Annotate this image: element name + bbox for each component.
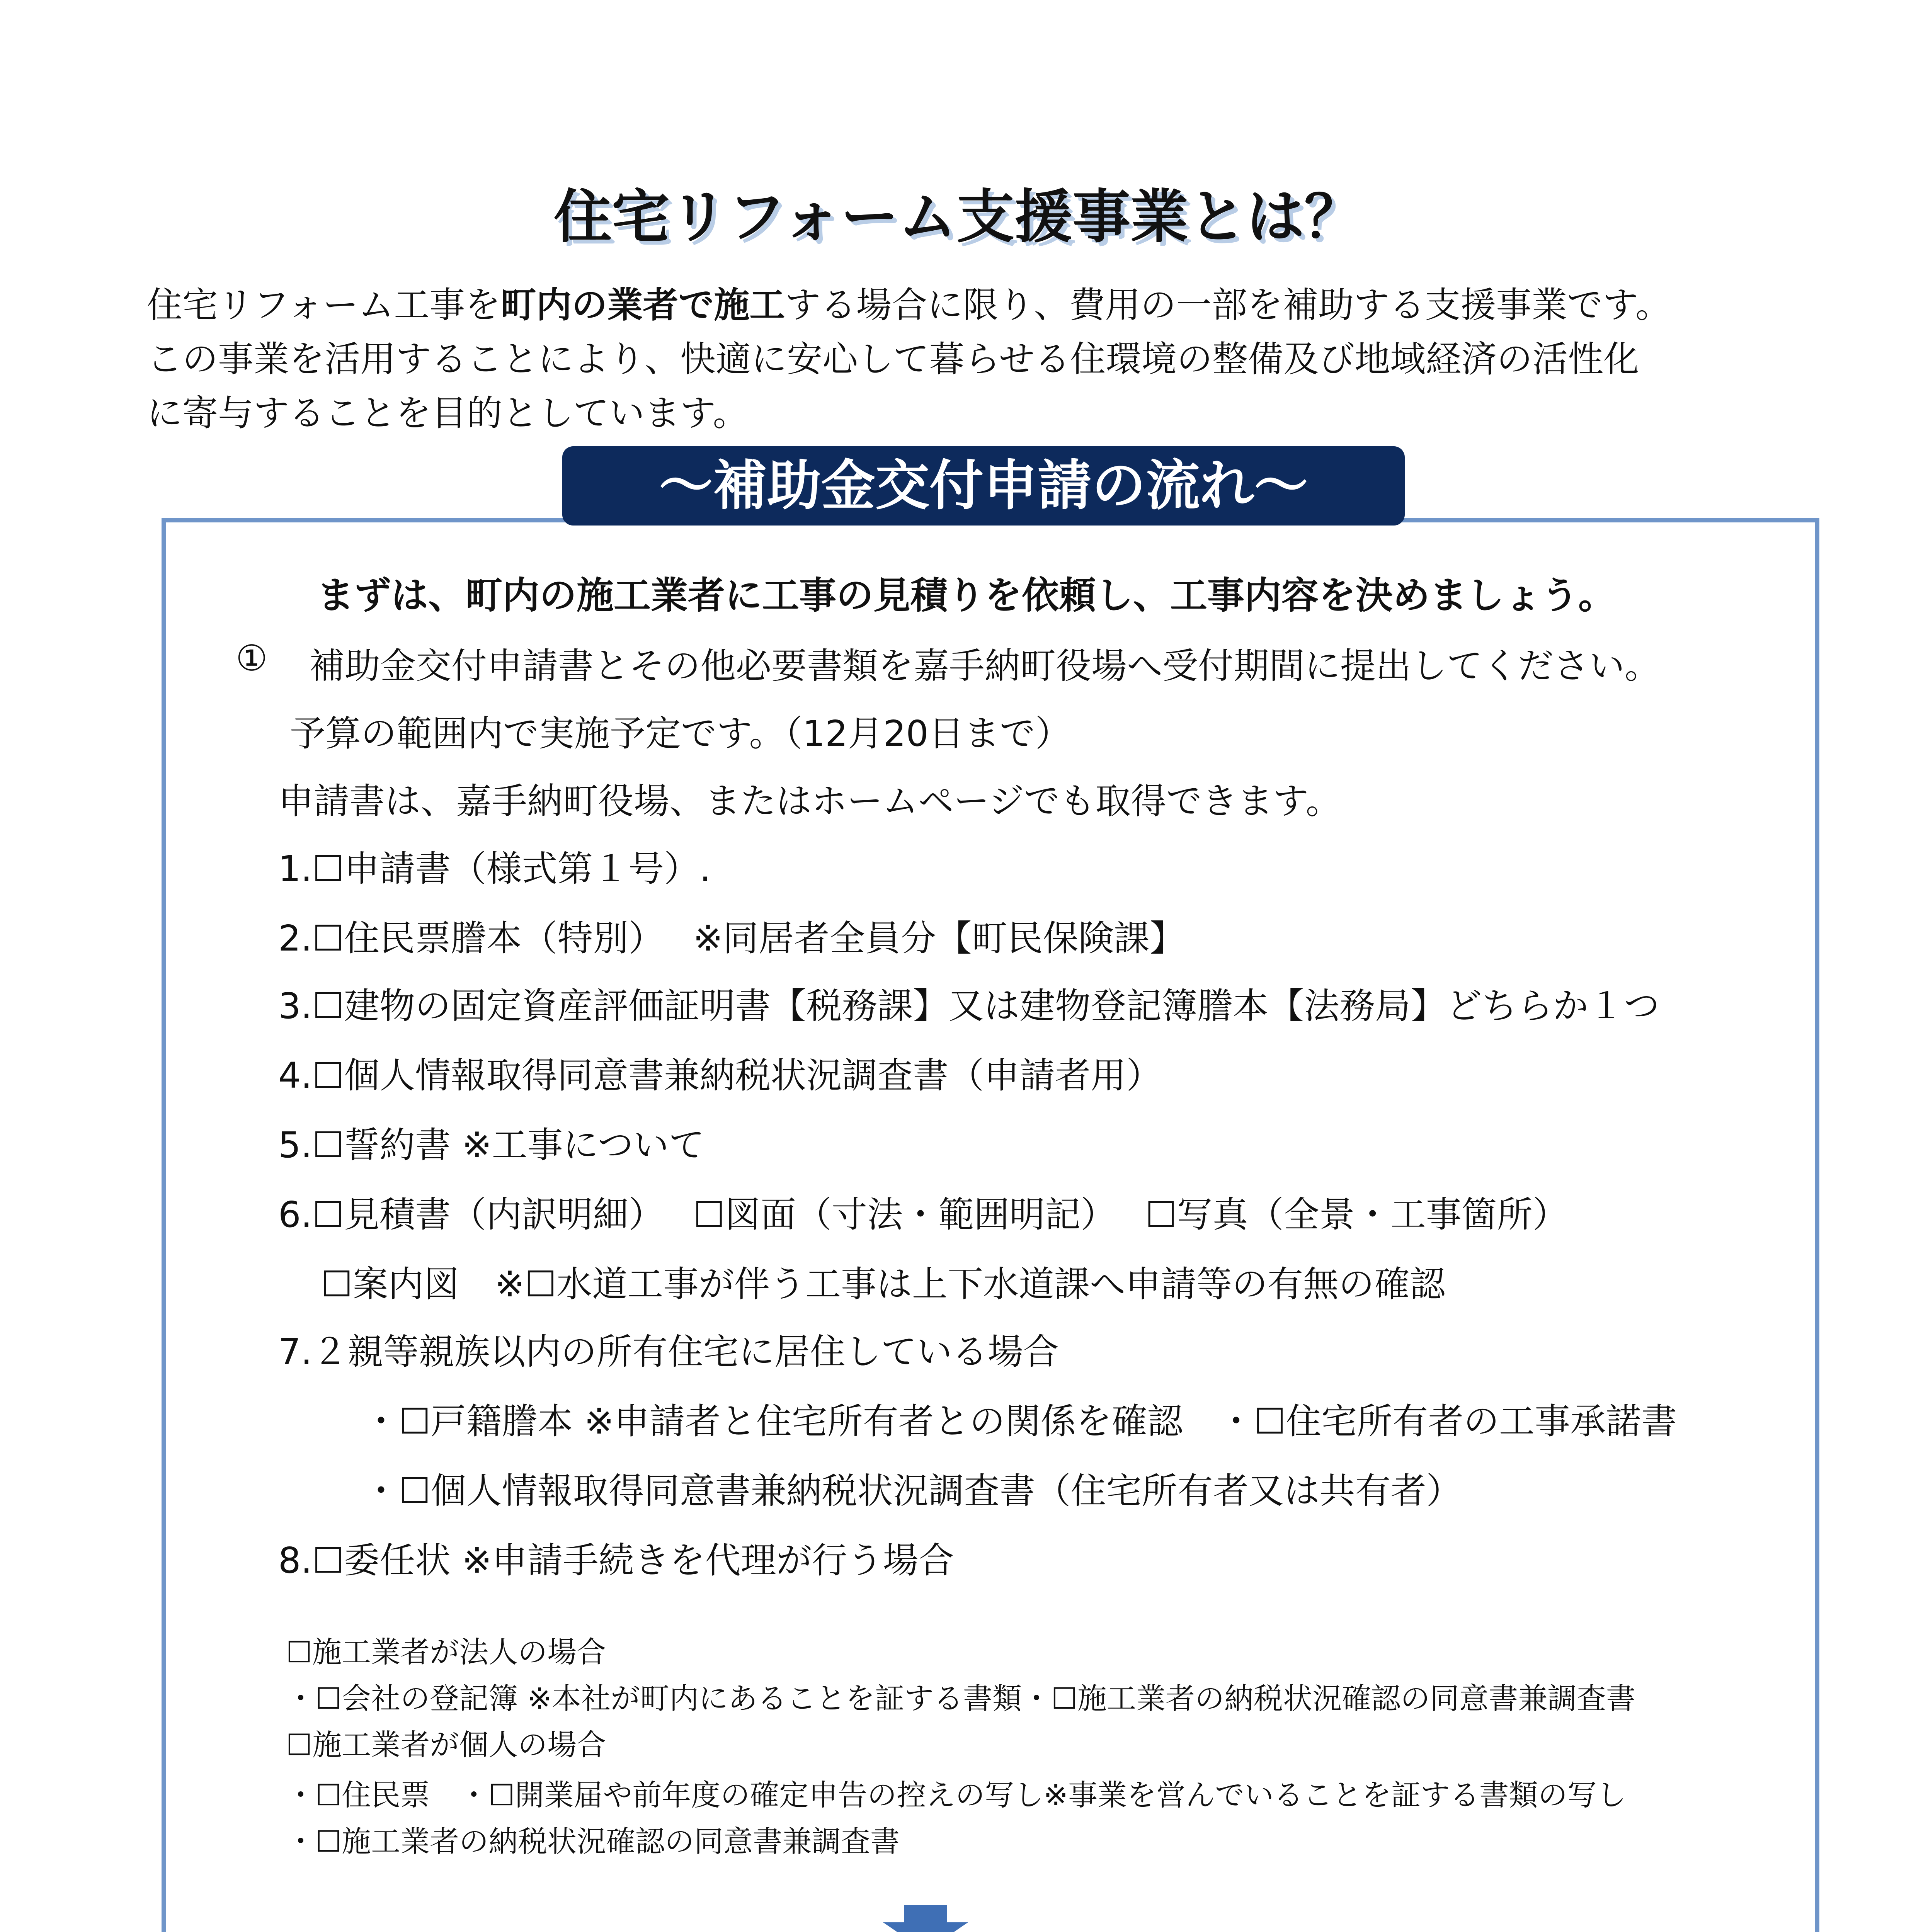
doc-item: ☐案内図 ※☐水道工事が伴う工事は上下水道課へ申請等の有無の確認 bbox=[321, 1264, 1446, 1305]
flow-lead: まずは、町内の施工業者に工事の見積りを依頼し、工事内容を決めましょう。 bbox=[317, 574, 1615, 617]
step1-text: 補助金交付申請書とその他必要書類を嘉手納町役場へ受付期間に提出してください。 bbox=[309, 645, 1661, 687]
biz-item: ☐施工業者が法人の場合 bbox=[286, 1635, 606, 1669]
step1-sub-budget: 予算の範囲内で実施予定です。（12月20日まで） bbox=[290, 713, 1071, 754]
biz-item: ☐施工業者が個人の場合 bbox=[286, 1728, 606, 1762]
doc-item: 8.☐委任状 ※申請手続きを代理が行う場合 bbox=[278, 1540, 954, 1581]
page-title: 住宅リフォーム支援事業とは？ bbox=[553, 184, 1363, 251]
intro-line-2: この事業を活用することにより、快適に安心して暮らせる住環境の整備及び地域経済の活性化 bbox=[147, 338, 1639, 380]
doc-item: ・☐個人情報取得同意書兼納税状況調査書（住宅所有者又は共有者） bbox=[363, 1470, 1462, 1512]
biz-item: ・☐会社の登記簿 ※本社が町内にあることを証する書類・☐施工業者の納税状況確認の同意書兼調査書 bbox=[286, 1681, 1636, 1716]
doc-item: 2.☐住民票謄本（特別） ※同居者全員分【町民保険課】 bbox=[278, 918, 1185, 959]
step1-number: ① bbox=[236, 638, 268, 679]
intro-highlight: 町内の業者で施工 bbox=[500, 284, 785, 326]
down-arrow-icon bbox=[883, 1905, 968, 1932]
step1-sub-form: 申請書は、嘉手納町役場、またはホームページでも取得できます。 bbox=[278, 781, 1341, 822]
flow-banner: ～補助金交付申請の流れ～ bbox=[562, 446, 1405, 526]
intro-line-1a: 住宅リフォーム工事を bbox=[147, 284, 501, 326]
intro-line-1 bbox=[147, 278, 1847, 332]
doc-item: 1.☐申請書（様式第１号）. bbox=[278, 848, 711, 889]
doc-item: 5.☐誓約書 ※工事について bbox=[278, 1124, 704, 1166]
doc-item: 6.☐見積書（内訳明細） ☐図面（寸法・範囲明記） ☐写真（全景・工事箇所） bbox=[278, 1194, 1568, 1235]
intro-line-1c: する場合に限り、費用の一部を補助する支援事業です。 bbox=[785, 284, 1671, 326]
doc-item: 7.２親等親族以内の所有住宅に居住している場合 bbox=[278, 1331, 1059, 1372]
intro-line-3: に寄与することを目的としています。 bbox=[147, 393, 749, 434]
biz-item: ・☐施工業者の納税状況確認の同意書兼調査書 bbox=[286, 1824, 900, 1859]
biz-item: ・☐住民票 ・☐開業届や前年度の確定申告の控えの写し※事業を営んでいることを証する書類の写し bbox=[286, 1778, 1626, 1812]
doc-item: 4.☐個人情報取得同意書兼納税状況調査書（申請者用） bbox=[278, 1055, 1162, 1096]
doc-item: ・☐戸籍謄本 ※申請者と住宅所有者との関係を確認 ・☐住宅所有者の工事承諾書 bbox=[363, 1401, 1677, 1442]
doc-item: 3.☐建物の固定資産評価証明書【税務課】又は建物登記簿謄本【法務局】どちらか１つ bbox=[278, 985, 1660, 1027]
